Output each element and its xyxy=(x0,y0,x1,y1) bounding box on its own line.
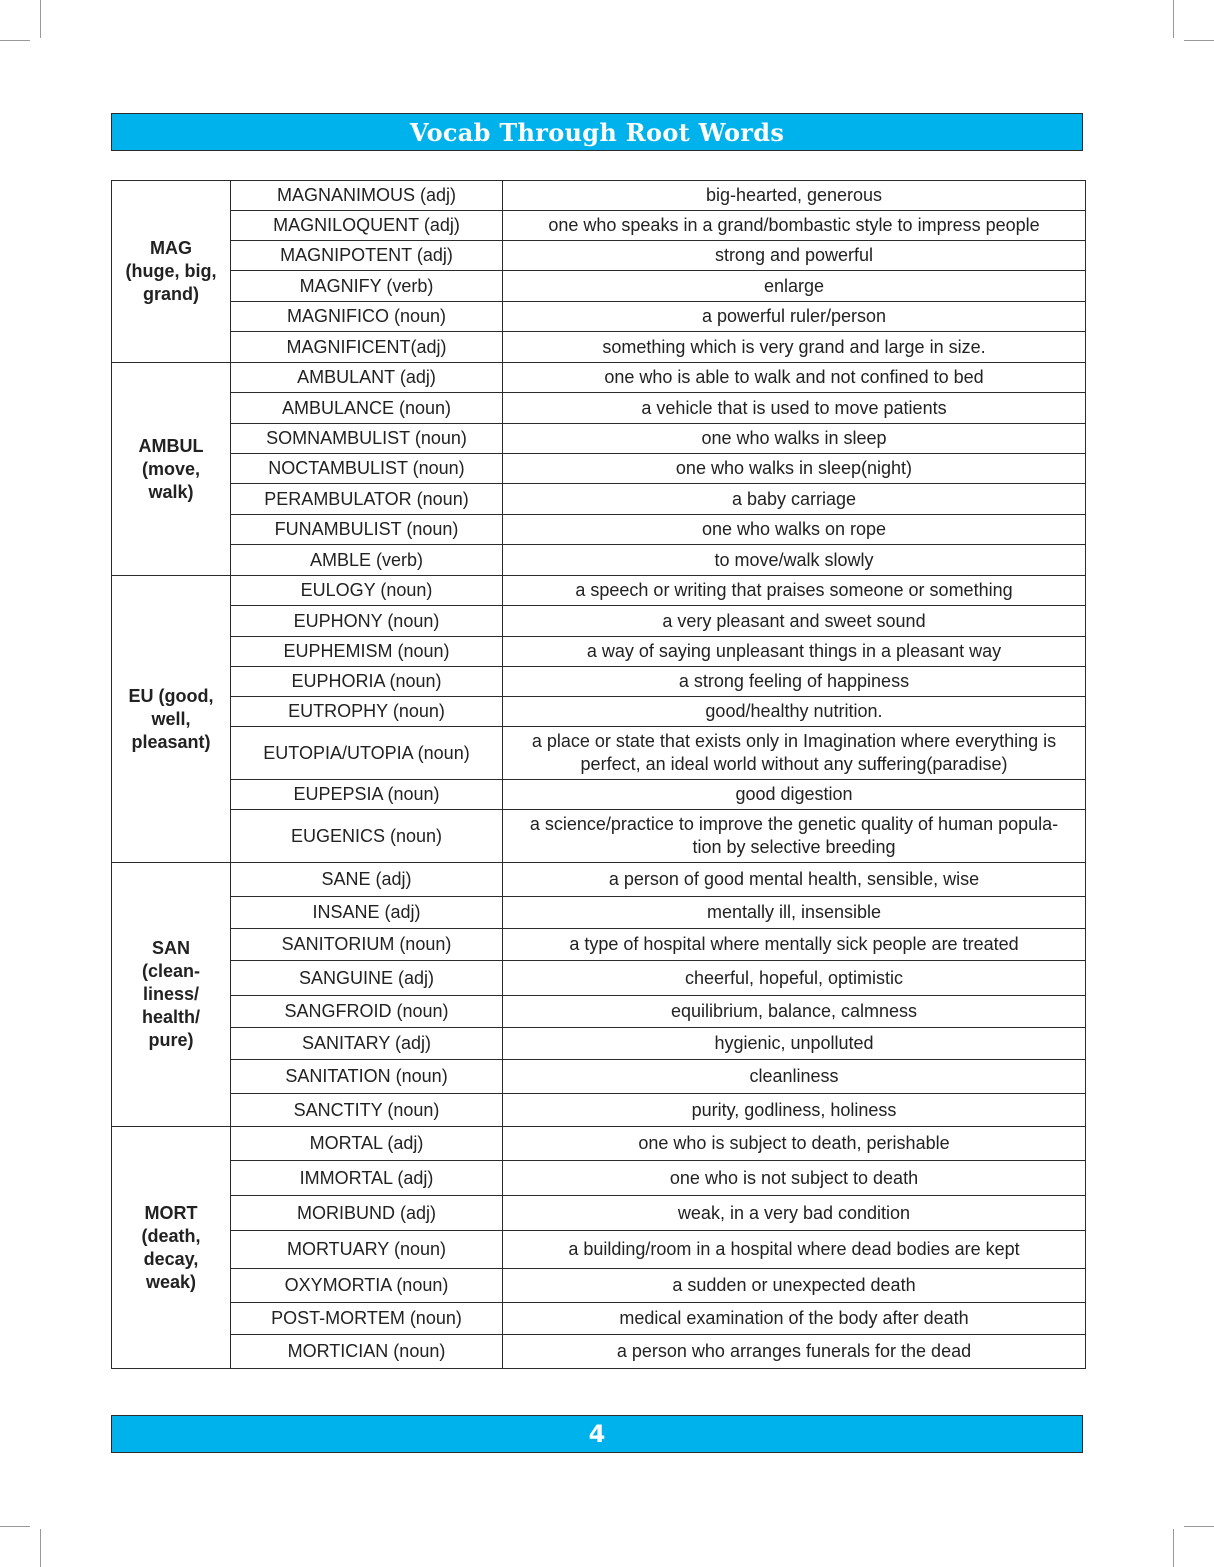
table-row xyxy=(112,637,1086,667)
table-row xyxy=(112,1231,1086,1269)
meaning-cell: big-hearted, generous xyxy=(503,181,1086,211)
table-row xyxy=(112,897,1086,929)
word-cell: AMBLE (verb) xyxy=(231,545,503,576)
table-row xyxy=(112,1196,1086,1231)
meaning-cell: a vehicle that is used to move patients xyxy=(503,393,1086,424)
meaning-cell: a strong feeling of happiness xyxy=(503,667,1086,697)
table-row xyxy=(112,302,1086,332)
word-cell: EUGENICS (noun) xyxy=(231,810,503,863)
word-cell: SANGFROID (noun) xyxy=(231,996,503,1028)
word-cell: SANITARY (adj) xyxy=(231,1028,503,1060)
root-word: SAN (clean- liness/ health/ pure) xyxy=(141,938,201,1050)
vocab-table-body xyxy=(112,181,1086,1369)
meaning-cell: enlarge xyxy=(503,271,1086,302)
meaning-cell: a sudden or unexpected death xyxy=(503,1269,1086,1303)
root-word: AMBUL (move, walk) xyxy=(138,435,204,502)
word-cell: MAGNIPOTENT (adj) xyxy=(231,241,503,271)
table-row xyxy=(112,363,1086,393)
meaning-cell: one who is able to walk and not confined to bed xyxy=(503,363,1086,393)
word-cell: MORTICIAN (noun) xyxy=(231,1335,503,1369)
table-row xyxy=(112,454,1086,484)
crop-mark xyxy=(1173,1529,1174,1567)
crop-mark xyxy=(40,0,41,38)
root-word-cell xyxy=(112,863,231,1127)
meaning-cell: one who is not subject to death xyxy=(503,1161,1086,1196)
meaning-cell: equilibrium, balance, calmness xyxy=(503,996,1086,1028)
word-cell: EUPHEMISM (noun) xyxy=(231,637,503,667)
table-row xyxy=(112,1161,1086,1196)
meaning-cell: one who walks on rope xyxy=(503,515,1086,545)
meaning-cell: good digestion xyxy=(503,780,1086,810)
word-cell: EULOGY (noun) xyxy=(231,576,503,606)
table-row xyxy=(112,1303,1086,1335)
page-number: 4 xyxy=(588,1420,606,1448)
root-word-cell xyxy=(112,363,231,576)
table-row xyxy=(112,515,1086,545)
root-word: EU (good, well, pleasant) xyxy=(128,685,214,752)
table-row xyxy=(112,545,1086,576)
word-cell: IMMORTAL (adj) xyxy=(231,1161,503,1196)
table-row xyxy=(112,929,1086,961)
word-cell: SANCTITY (noun) xyxy=(231,1094,503,1127)
crop-mark xyxy=(1173,0,1174,38)
word-cell: EUPEPSIA (noun) xyxy=(231,780,503,810)
table-row xyxy=(112,181,1086,211)
table-row xyxy=(112,576,1086,606)
word-cell: PERAMBULATOR (noun) xyxy=(231,484,503,515)
vocab-table xyxy=(111,180,1086,1369)
table-row xyxy=(112,863,1086,897)
word-cell: MAGNIFY (verb) xyxy=(231,271,503,302)
table-row xyxy=(112,241,1086,271)
word-cell: MAGNANIMOUS (adj) xyxy=(231,181,503,211)
table-row xyxy=(112,1335,1086,1369)
meaning-cell: a place or state that exists only in Imagination where everything is perfect, an ideal world without any suffering(paradise) xyxy=(503,727,1086,780)
root-word-cell xyxy=(112,1127,231,1369)
table-row xyxy=(112,697,1086,727)
crop-mark xyxy=(40,1529,41,1567)
table-row xyxy=(112,211,1086,241)
meaning-cell: a person of good mental health, sensible, wise xyxy=(503,863,1086,897)
meaning-cell: strong and powerful xyxy=(503,241,1086,271)
meaning-cell: good/healthy nutrition. xyxy=(503,697,1086,727)
meaning-cell: mentally ill, insensible xyxy=(503,897,1086,929)
table-row xyxy=(112,810,1086,863)
word-cell: MAGNIFICO (noun) xyxy=(231,302,503,332)
table-row xyxy=(112,484,1086,515)
word-cell: SANITORIUM (noun) xyxy=(231,929,503,961)
meaning-cell: a very pleasant and sweet sound xyxy=(503,606,1086,637)
table-row xyxy=(112,780,1086,810)
table-row xyxy=(112,271,1086,302)
word-cell: OXYMORTIA (noun) xyxy=(231,1269,503,1303)
word-cell: MORTAL (adj) xyxy=(231,1127,503,1161)
meaning-cell: a science/practice to improve the genetic quality of human popula- tion by selective breeding xyxy=(503,810,1086,863)
meaning-cell: a type of hospital where mentally sick people are treated xyxy=(503,929,1086,961)
table-row xyxy=(112,1060,1086,1094)
word-cell: EUPHORIA (noun) xyxy=(231,667,503,697)
meaning-cell: purity, godliness, holiness xyxy=(503,1094,1086,1127)
meaning-cell: one who walks in sleep(night) xyxy=(503,454,1086,484)
root-word: MAG (huge, big, grand) xyxy=(125,238,217,304)
word-cell: SANITATION (noun) xyxy=(231,1060,503,1094)
word-cell: SOMNAMBULIST (noun) xyxy=(231,424,503,454)
word-cell: EUTOPIA/UTOPIA (noun) xyxy=(231,727,503,780)
word-cell: SANGUINE (adj) xyxy=(231,961,503,996)
table-row xyxy=(112,1269,1086,1303)
meaning-cell: a building/room in a hospital where dead bodies are kept xyxy=(503,1231,1086,1269)
crop-mark xyxy=(0,1526,30,1527)
meaning-cell: hygienic, unpolluted xyxy=(503,1028,1086,1060)
meaning-cell: weak, in a very bad condition xyxy=(503,1196,1086,1231)
word-cell: MORIBUND (adj) xyxy=(231,1196,503,1231)
word-cell: FUNAMBULIST (noun) xyxy=(231,515,503,545)
table-row xyxy=(112,332,1086,363)
meaning-cell: to move/walk slowly xyxy=(503,545,1086,576)
meaning-cell: a speech or writing that praises someone or something xyxy=(503,576,1086,606)
table-row xyxy=(112,424,1086,454)
root-word: MORT (death, decay, weak) xyxy=(141,1202,201,1292)
meaning-cell: medical examination of the body after death xyxy=(503,1303,1086,1335)
word-cell: MAGNIFICENT(adj) xyxy=(231,332,503,363)
meaning-cell: one who walks in sleep xyxy=(503,424,1086,454)
page-title: Vocab Through Root Words xyxy=(409,117,785,147)
word-cell: MAGNILOQUENT (adj) xyxy=(231,211,503,241)
crop-mark xyxy=(0,40,30,41)
meaning-cell: a baby carriage xyxy=(503,484,1086,515)
word-cell: EUPHONY (noun) xyxy=(231,606,503,637)
word-cell: INSANE (adj) xyxy=(231,897,503,929)
table-row xyxy=(112,961,1086,996)
crop-mark xyxy=(1184,1526,1214,1527)
word-cell: POST-MORTEM (noun) xyxy=(231,1303,503,1335)
meaning-cell: a powerful ruler/person xyxy=(503,302,1086,332)
meaning-cell: a person who arranges funerals for the dead xyxy=(503,1335,1086,1369)
table-row xyxy=(112,1127,1086,1161)
word-cell: MORTUARY (noun) xyxy=(231,1231,503,1269)
page-title-banner xyxy=(111,113,1083,151)
word-cell: EUTROPHY (noun) xyxy=(231,697,503,727)
word-cell: AMBULANCE (noun) xyxy=(231,393,503,424)
table-row xyxy=(112,996,1086,1028)
table-row xyxy=(112,606,1086,637)
page-footer-banner xyxy=(111,1415,1083,1453)
meaning-cell: a way of saying unpleasant things in a pleasant way xyxy=(503,637,1086,667)
table-row xyxy=(112,1028,1086,1060)
meaning-cell: something which is very grand and large in size. xyxy=(503,332,1086,363)
meaning-cell: cleanliness xyxy=(503,1060,1086,1094)
table-row xyxy=(112,727,1086,780)
table-row xyxy=(112,667,1086,697)
root-word-cell xyxy=(112,181,231,363)
root-word-cell xyxy=(112,576,231,863)
table-row xyxy=(112,1094,1086,1127)
table-row xyxy=(112,393,1086,424)
word-cell: AMBULANT (adj) xyxy=(231,363,503,393)
meaning-cell: cheerful, hopeful, optimistic xyxy=(503,961,1086,996)
word-cell: NOCTAMBULIST (noun) xyxy=(231,454,503,484)
crop-mark xyxy=(1184,40,1214,41)
meaning-cell: one who is subject to death, perishable xyxy=(503,1127,1086,1161)
meaning-cell: one who speaks in a grand/bombastic style to impress people xyxy=(503,211,1086,241)
word-cell: SANE (adj) xyxy=(231,863,503,897)
